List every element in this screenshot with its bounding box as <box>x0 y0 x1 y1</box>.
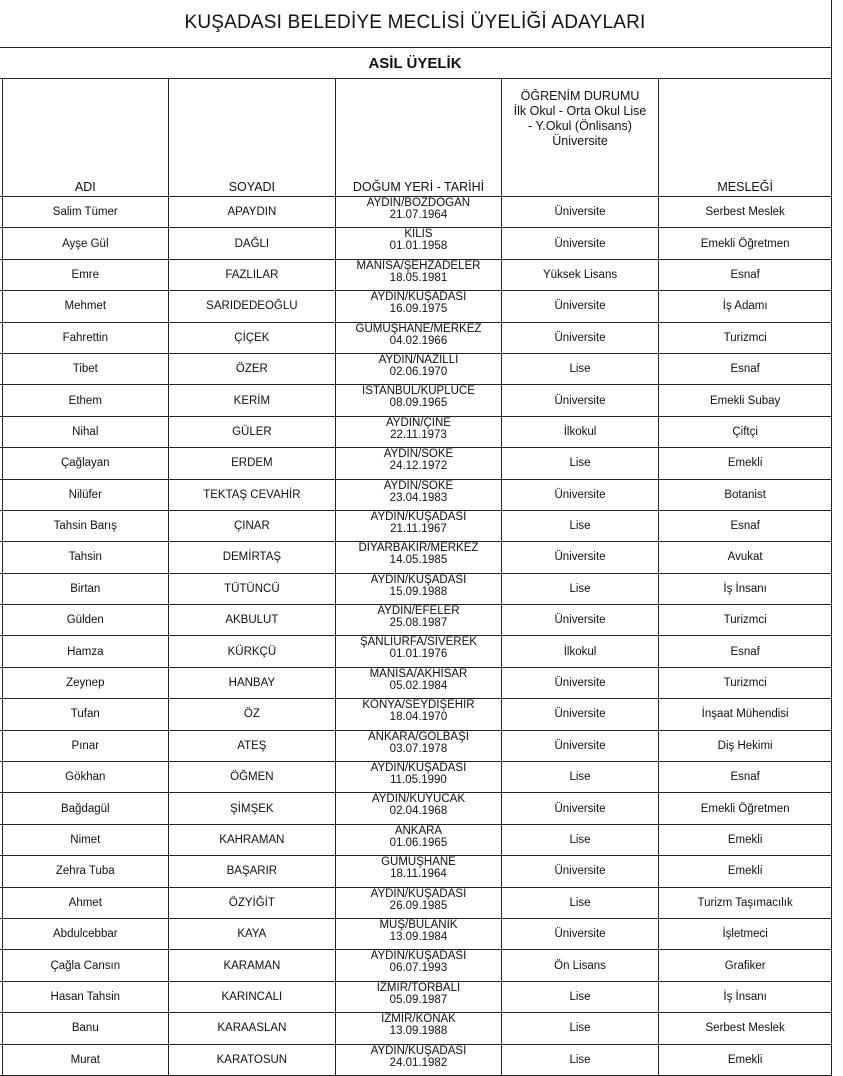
cell-education: Lise <box>501 1044 659 1075</box>
cell-birth-place: İZMİR/KONAK <box>381 1013 456 1026</box>
cell-birth-date: 05.02.1984 <box>389 679 448 692</box>
cell-name: Gülden <box>3 605 169 636</box>
cell-profession: Emekli Subay <box>659 385 832 416</box>
candidate-rows <box>0 197 832 1076</box>
cell-profession: İş Adamı <box>659 291 832 322</box>
cell-birth <box>336 856 502 887</box>
cell-education: Üniversite <box>501 291 659 322</box>
cell-education: İlkokul <box>501 636 659 667</box>
cell-birth-place: AYDIN/KUŞADASI <box>370 762 467 775</box>
cell-name: Gökhan <box>3 762 169 793</box>
cell-birth-date: 04.02.1966 <box>389 334 448 347</box>
cell-name: Tufan <box>3 699 169 730</box>
cell-birth-place: AYDIN/KUŞADASI <box>370 573 467 586</box>
cell-birth-date: 21.11.1967 <box>390 522 447 535</box>
cell-education: Üniversite <box>501 385 659 416</box>
cell-birth <box>336 730 502 761</box>
cell-education: Ön Lisans <box>501 950 659 981</box>
cell-birth-date: 02.04.1968 <box>389 805 448 818</box>
cell-surname: ÇİÇEK <box>168 322 336 353</box>
cell-name: Tahsin Barış <box>3 510 169 541</box>
cell-birth-date: 11.05.1990 <box>390 774 447 787</box>
table-row <box>0 197 832 228</box>
cell-birth <box>336 448 502 479</box>
table-row <box>0 228 832 259</box>
cell-birth-date: 18.04.1970 <box>389 711 448 724</box>
cell-birth <box>336 385 502 416</box>
cell-education: Lise <box>501 1013 659 1044</box>
cell-education: Lise <box>501 981 659 1012</box>
cell-birth-place: ANKARA <box>394 824 443 837</box>
cell-birth <box>336 1013 502 1044</box>
table-row <box>0 542 832 573</box>
cell-birth-place: GÜMÜŞHANE/MERKEZ <box>355 322 482 335</box>
cell-birth-date: 06.07.1993 <box>389 962 448 975</box>
cell-education: Üniversite <box>501 667 659 698</box>
cell-profession: Emekli <box>659 856 832 887</box>
table-row <box>0 291 832 322</box>
cell-birth-place: GÜMÜŞHANE <box>381 856 456 869</box>
cell-name: Çağlayan <box>3 448 169 479</box>
cell-surname: ÖZ <box>168 699 336 730</box>
cell-birth-date: 16.09.1975 <box>389 303 448 316</box>
cell-birth-date: 02.06.1970 <box>389 365 448 378</box>
cell-birth <box>336 510 502 541</box>
table-row <box>0 448 832 479</box>
cell-name: Ahmet <box>3 887 169 918</box>
cell-surname: KARINCALI <box>168 981 336 1012</box>
table-row <box>0 667 832 698</box>
cell-profession: Serbest Meslek <box>659 197 832 228</box>
cell-name: Abdulcebbar <box>3 918 169 949</box>
table-row <box>0 605 832 636</box>
table-row <box>0 699 832 730</box>
cell-education: Üniversite <box>501 479 659 510</box>
cell-birth-date: 13.09.1984 <box>389 930 448 943</box>
table-row <box>0 918 832 949</box>
cell-birth-date: 22.11.1973 <box>390 428 447 441</box>
cell-name: Ethem <box>3 385 169 416</box>
cell-birth-place: AYDIN/KUŞADASI <box>370 510 467 523</box>
cell-education: Yüksek Lisans <box>501 259 659 290</box>
header-name: ADI <box>3 79 169 197</box>
cell-birth-place: ANKARA/GÖLBAŞI <box>367 730 469 743</box>
cell-birth-date: 01.01.1958 <box>389 240 448 253</box>
cell-profession: Serbest Meslek <box>659 1013 832 1044</box>
cell-birth-place: AYDIN/KUŞADASI <box>370 291 467 304</box>
table-row <box>0 510 832 541</box>
cell-birth-place: ŞANLIURFA/SİVEREK <box>359 636 477 649</box>
cell-birth-place: AYDIN/KUŞADASI <box>370 1044 467 1057</box>
cell-education: Üniversite <box>501 605 659 636</box>
cell-birth-date: 18.11.1964 <box>390 868 447 881</box>
cell-surname: APAYDIN <box>168 197 336 228</box>
cell-surname: GÜLER <box>168 416 336 447</box>
cell-profession: İş İnsanı <box>659 573 832 604</box>
cell-name: Fahrettin <box>3 322 169 353</box>
cell-birth-place: AYDIN/BOZDOĞAN <box>366 197 471 209</box>
cell-birth-place: AYDIN/ÇİNE <box>385 416 451 429</box>
cell-birth <box>336 291 502 322</box>
cell-birth <box>336 981 502 1012</box>
header-education <box>501 79 659 197</box>
cell-surname: BAŞARIR <box>168 856 336 887</box>
cell-birth-date: 14.05.1985 <box>389 554 448 567</box>
cell-profession: Emekli <box>659 448 832 479</box>
cell-birth <box>336 950 502 981</box>
header-education-line: Üniversite <box>552 134 608 148</box>
cell-birth-place: AYDIN/KUŞADASI <box>370 887 467 900</box>
cell-surname: ÇINAR <box>168 510 336 541</box>
cell-profession: Turizmci <box>659 322 832 353</box>
document-title: KUŞADASI BELEDİYE MECLİSİ ÜYELİĞİ ADAYLARI <box>0 0 832 48</box>
cell-birth-date: 13.09.1988 <box>389 1025 448 1038</box>
cell-birth-date: 24.01.1982 <box>389 1056 448 1069</box>
cell-education: Üniversite <box>501 542 659 573</box>
table-row <box>0 385 832 416</box>
cell-profession: Esnaf <box>659 636 832 667</box>
cell-surname: ATEŞ <box>168 730 336 761</box>
cell-profession: Emekli Öğretmen <box>659 793 832 824</box>
cell-name: Nilüfer <box>3 479 169 510</box>
cell-education: İlkokul <box>501 416 659 447</box>
cell-education: Üniversite <box>501 699 659 730</box>
cell-surname: KERİM <box>168 385 336 416</box>
cell-surname: SARIDEDEOĞLU <box>168 291 336 322</box>
cell-profession: Emekli <box>659 824 832 855</box>
cell-birth <box>336 259 502 290</box>
cell-birth-place: AYDIN/SÖKE <box>383 448 454 461</box>
cell-surname: ÖZYİĞİT <box>168 887 336 918</box>
cell-name: Birtan <box>3 573 169 604</box>
cell-name: Tibet <box>3 353 169 384</box>
header-education-line: İlk Okul - Orta Okul Lise <box>513 104 647 118</box>
table-row <box>0 950 832 981</box>
cell-name: Hasan Tahsin <box>3 981 169 1012</box>
cell-birth-place: KİLİS <box>404 228 433 241</box>
cell-profession: Turizmci <box>659 667 832 698</box>
cell-name: Murat <box>3 1044 169 1075</box>
cell-education: Lise <box>501 448 659 479</box>
cell-birth-date: 25.08.1987 <box>389 617 448 630</box>
cell-birth <box>336 762 502 793</box>
cell-name: Hamza <box>3 636 169 667</box>
cell-profession: Emekli <box>659 1044 832 1075</box>
cell-surname: KARAASLAN <box>168 1013 336 1044</box>
table-row <box>0 981 832 1012</box>
cell-birth-date: 18.05.1981 <box>389 271 448 284</box>
cell-birth <box>336 228 502 259</box>
cell-birth-date: 08.09.1965 <box>389 397 448 410</box>
cell-birth-place: AYDIN/SÖKE <box>383 479 454 492</box>
table-row <box>0 259 832 290</box>
cell-profession: Esnaf <box>659 762 832 793</box>
cell-name: Nihal <box>3 416 169 447</box>
cell-birth-place: AYDIN/KUYUCAK <box>371 793 465 806</box>
cell-surname: DAĞLI <box>168 228 336 259</box>
cell-name: Pınar <box>3 730 169 761</box>
cell-education: Üniversite <box>501 856 659 887</box>
cell-birth-date: 03.07.1978 <box>389 742 448 755</box>
cell-profession: Diş Hekimi <box>659 730 832 761</box>
cell-name: Emre <box>3 259 169 290</box>
cell-profession: İş İnsanı <box>659 981 832 1012</box>
cell-birth <box>336 353 502 384</box>
cell-birth <box>336 573 502 604</box>
cell-birth <box>336 322 502 353</box>
table-row <box>0 762 832 793</box>
table-row <box>0 1013 832 1044</box>
cell-profession: Grafiker <box>659 950 832 981</box>
cell-name: Çağla Cansın <box>3 950 169 981</box>
cell-birth-date: 23.04.1983 <box>389 491 448 504</box>
cell-name: Tahsin <box>3 542 169 573</box>
cell-birth <box>336 824 502 855</box>
cell-education: Üniversite <box>501 228 659 259</box>
cell-education: Üniversite <box>501 918 659 949</box>
cell-birth-place: İZMİR/TORBALI <box>376 981 461 994</box>
cell-name: Nimet <box>3 824 169 855</box>
cell-birth <box>336 197 502 228</box>
header-surname: SOYADI <box>168 79 336 197</box>
cell-surname: ÖĞMEN <box>168 762 336 793</box>
cell-profession: Esnaf <box>659 353 832 384</box>
cell-name: Zeynep <box>3 667 169 698</box>
cell-surname: TEKTAŞ CEVAHİR <box>168 479 336 510</box>
table-row <box>0 636 832 667</box>
cell-education: Lise <box>501 824 659 855</box>
cell-birth-place: İSTANBUL/KÜPLÜCE <box>362 385 475 398</box>
cell-birth <box>336 667 502 698</box>
cell-profession: Emekli Öğretmen <box>659 228 832 259</box>
cell-education: Lise <box>501 887 659 918</box>
cell-surname: HANBAY <box>168 667 336 698</box>
cell-name: Banu <box>3 1013 169 1044</box>
cell-birth-place: AYDIN/KUŞADASI <box>370 950 467 963</box>
cell-surname: DEMİRTAŞ <box>168 542 336 573</box>
cell-profession: Çiftçi <box>659 416 832 447</box>
cell-education: Lise <box>501 510 659 541</box>
cell-birth-place: MUŞ/BULANIK <box>379 918 458 931</box>
cell-profession: Avukat <box>659 542 832 573</box>
table-row <box>0 887 832 918</box>
cell-surname: KÜRKÇÜ <box>168 636 336 667</box>
cell-profession: Turizmci <box>659 605 832 636</box>
cell-birth-date: 26.09.1985 <box>389 899 448 912</box>
cell-profession: İşletmeci <box>659 918 832 949</box>
cell-surname: KARATOSUN <box>168 1044 336 1075</box>
cell-birth-place: AYDIN/EFELER <box>377 605 460 618</box>
cell-birth <box>336 699 502 730</box>
cell-profession: Esnaf <box>659 510 832 541</box>
cell-birth-date: 21.07.1964 <box>389 209 448 221</box>
cell-name: Ayşe Gül <box>3 228 169 259</box>
cell-surname: ERDEM <box>168 448 336 479</box>
table-row <box>0 353 832 384</box>
cell-education: Lise <box>501 762 659 793</box>
cell-birth-date: 01.06.1965 <box>389 836 448 849</box>
table-row <box>0 856 832 887</box>
cell-surname: FAZLILAR <box>168 259 336 290</box>
table-row <box>0 322 832 353</box>
cell-birth-place: MANİSA/ŞEHZADELER <box>356 259 481 272</box>
cell-birth-date: 05.09.1987 <box>389 993 448 1006</box>
cell-profession: İnşaat Mühendisi <box>659 699 832 730</box>
cell-birth <box>336 479 502 510</box>
cell-surname: ÖZER <box>168 353 336 384</box>
cell-birth-place: KONYA/SEYDİŞEHİR <box>362 699 475 712</box>
cell-birth <box>336 416 502 447</box>
cell-birth <box>336 793 502 824</box>
cell-birth <box>336 887 502 918</box>
cell-profession: Turizm Taşımacılık <box>659 887 832 918</box>
cell-profession: Esnaf <box>659 259 832 290</box>
table-row <box>0 479 832 510</box>
cell-name: Mehmet <box>3 291 169 322</box>
cell-birth-date: 24.12.1972 <box>389 460 448 473</box>
cell-education: Üniversite <box>501 322 659 353</box>
cell-birth-place: MANİSA/AKHİSAR <box>369 667 468 680</box>
cell-profession: Botanist <box>659 479 832 510</box>
cell-name: Bağdagül <box>3 793 169 824</box>
cell-surname: ŞİMŞEK <box>168 793 336 824</box>
cell-surname: AKBULUT <box>168 605 336 636</box>
cell-birth <box>336 605 502 636</box>
header-education-line: - Y.Okul (Önlisans) <box>528 119 632 133</box>
cell-birth <box>336 918 502 949</box>
table-row <box>0 824 832 855</box>
cell-surname: TÜTÜNCÜ <box>168 573 336 604</box>
cell-education: Üniversite <box>501 730 659 761</box>
cell-birth-date: 15.09.1988 <box>389 585 448 598</box>
table-row <box>0 573 832 604</box>
cell-name: Salim Tümer <box>3 197 169 228</box>
table-row <box>0 793 832 824</box>
cell-education: Üniversite <box>501 197 659 228</box>
header-education-line: ÖĞRENİM DURUMU <box>520 89 640 103</box>
cell-birth <box>336 636 502 667</box>
cell-birth <box>336 542 502 573</box>
cell-birth-place: DİYARBAKIR/MERKEZ <box>358 542 479 555</box>
cell-education: Lise <box>501 353 659 384</box>
cell-education: Lise <box>501 573 659 604</box>
header-profession: MESLEĞİ <box>659 79 832 197</box>
cell-education: Üniversite <box>501 793 659 824</box>
cell-surname: KARAMAN <box>168 950 336 981</box>
cell-surname: KAYA <box>168 918 336 949</box>
cell-surname: KAHRAMAN <box>168 824 336 855</box>
cell-name: Zehra Tuba <box>3 856 169 887</box>
header-birth: DOĞUM YERİ - TARİHİ <box>336 79 502 197</box>
table-row <box>0 730 832 761</box>
table-row <box>0 416 832 447</box>
membership-type-heading: ASİL ÜYELİK <box>0 48 832 79</box>
cell-birth-place: AYDIN/NAZİLLİ <box>378 353 459 366</box>
cell-birth-date: 01.01.1976 <box>389 648 448 661</box>
